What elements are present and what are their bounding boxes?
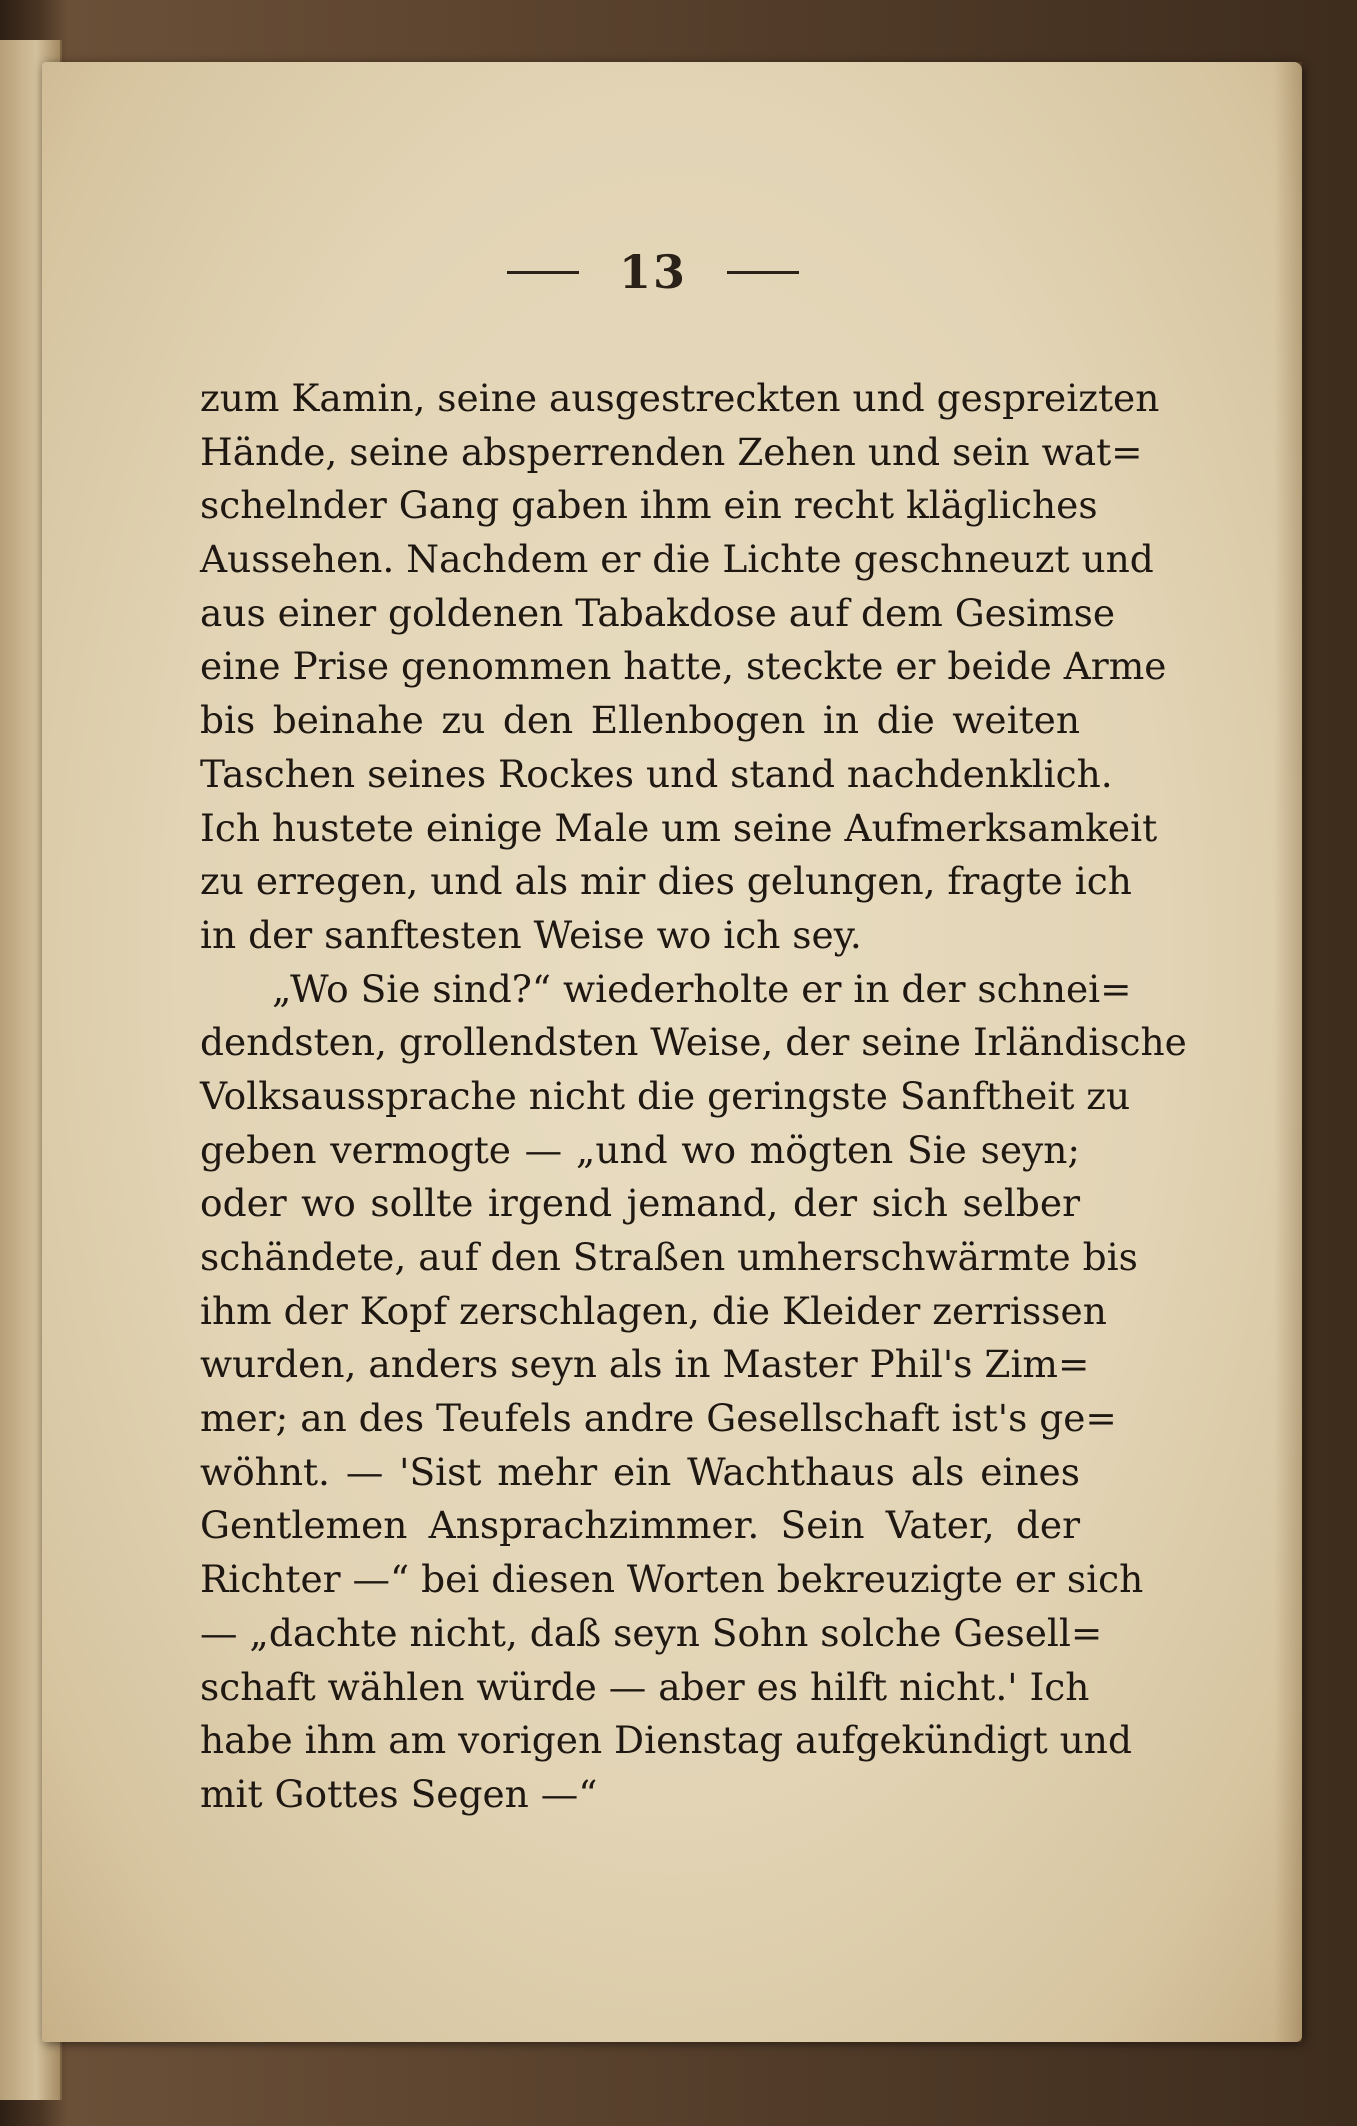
header-dash-left [507, 271, 579, 274]
text-line: geben vermogte — „und wo mögten Sie seyn; [200, 1127, 1080, 1172]
text-line: mer; an des Teufels andre Gesellschaft ist's ge= [200, 1396, 1117, 1441]
text-line: habe ihm am vorigen Dienstag aufgekündigt und [200, 1718, 1132, 1763]
text-line: schändete, auf den Straßen umherschwärmte bis [200, 1235, 1138, 1279]
text-line: — „dachte nicht, daß seyn Sohn solche Gesell= [200, 1610, 1103, 1655]
page-header [458, 232, 848, 312]
text-line: Hände, seine absperrenden Zehen und sein wat= [200, 429, 1143, 474]
text-line: Volksaussprache nicht die geringste Sanftheit zu [200, 1073, 1131, 1118]
text-line: bis beinahe zu den Ellenbogen in die weiten [200, 698, 1080, 743]
text-line: mit Gottes Segen —“ [200, 1771, 598, 1816]
text-line: zum Kamin, seine ausgestreckten und gespreizten [200, 376, 1160, 420]
text-line: zu erregen, und als mir dies gelungen, fragte ich [200, 859, 1132, 904]
page-edge-shadow [1274, 62, 1302, 2042]
text-line: Richter —“ bei diesen Worten bekreuzigte er sich [200, 1557, 1144, 1602]
text-line: schaft wählen würde — aber es hilft nicht.' Ich [200, 1664, 1090, 1709]
text-line: dendsten, grollendsten Weise, der seine Irländische [200, 1020, 1187, 1065]
text-line: aus einer goldenen Tabakdose auf dem Gesimse [200, 590, 1116, 635]
text-line: oder wo sollte irgend jemand, der sich selber [200, 1181, 1080, 1226]
text-line: wöhnt. — 'Sist mehr ein Wachthaus als eines [200, 1449, 1080, 1494]
text-line: ihm der Kopf zerschlagen, die Kleider zerrissen [200, 1288, 1107, 1333]
text-line: schelnder Gang gaben ihm ein recht klägliches [200, 483, 1098, 528]
body-text [200, 372, 1187, 1822]
text-line: eine Prise genommen hatte, steckte er beide Arme [200, 644, 1167, 689]
header-dash-right [727, 271, 799, 274]
text-line: wurden, anders seyn als in Master Phil's Zim= [200, 1342, 1090, 1387]
text-line: Aussehen. Nachdem er die Lichte geschneuzt und [200, 537, 1154, 582]
text-line: Ich hustete einige Male um seine Aufmerksamkeit [200, 805, 1158, 850]
text-line: Gentlemen Ansprachzimmer. Sein Vater, der [200, 1503, 1080, 1548]
page-number: 13 [618, 245, 687, 299]
text-line: Taschen seines Rockes und stand nachdenklich. [200, 751, 1113, 796]
text-line: „Wo Sie sind?“ wiederholte er in der schnei= [272, 966, 1132, 1011]
text-line: in der sanftesten Weise wo ich sey. [200, 912, 862, 957]
